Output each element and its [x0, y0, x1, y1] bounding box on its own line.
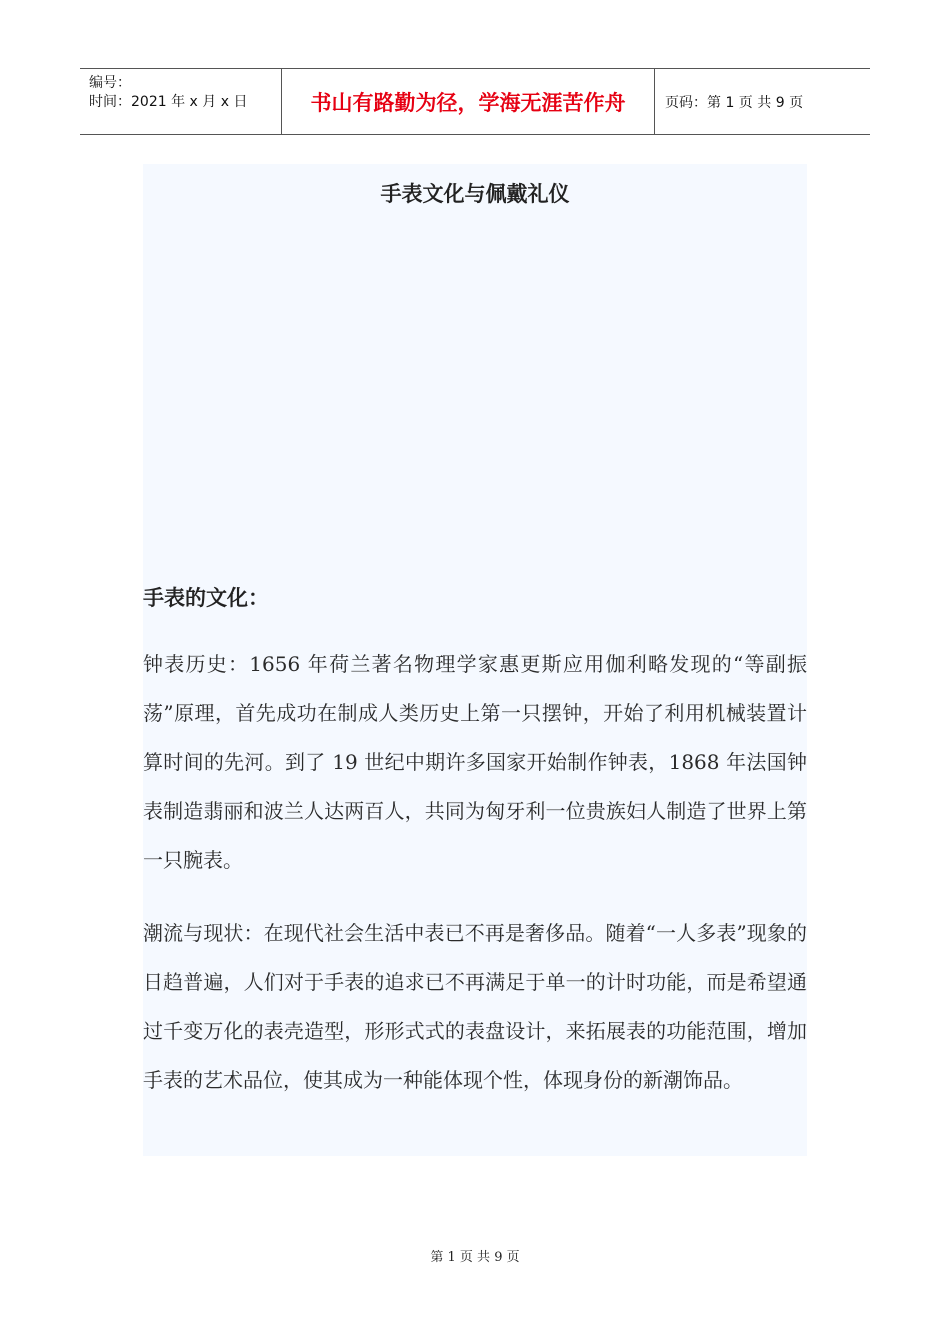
paragraph-history: 钟表历史：1656 年荷兰著名物理学家惠更斯应用伽利略发现的“等副振荡”原理，首先成功在制成人类历史上第一只摆钟，开始了利用机械装置计算时间的先河。到了 19 世纪中期许多国家开始制作钟表，1868 年法国钟表制造翡丽和波兰人达两百人，共同为匈牙利一位贵族妇人制造了世界上第一只腕表。	[143, 652, 807, 872]
paragraph-trend: 潮流与现状：在现代社会生活中表已不再是奢侈品。随着“一人多表”现象的日趋普遍，人们对于手表的追求已不再满足于单一的计时功能，而是希望通过千变万化的表壳造型，形形式式的表盘设计，来拓展表的功能范围，增加手表的艺术品位，使其成为一种能体现个性，体现身份的新潮饰品。	[143, 921, 807, 1092]
page-header	[80, 68, 870, 135]
header-meta	[80, 69, 281, 134]
document-title: 手表文化与佩戴礼仪	[380, 182, 570, 206]
header-time-label: 时间：2021 年 x 月 x 日	[89, 94, 248, 110]
header-motto: 书山有路勤为径，学海无涯苦作舟	[281, 69, 655, 134]
header-number-label: 编号：	[89, 75, 131, 91]
page-footer: 第 1 页 共 9 页	[430, 1250, 520, 1265]
section-heading: 手表的文化：	[143, 586, 269, 610]
header-page-info: 页码：第 1 页 共 9 页	[665, 94, 804, 111]
document-body	[143, 164, 807, 1156]
